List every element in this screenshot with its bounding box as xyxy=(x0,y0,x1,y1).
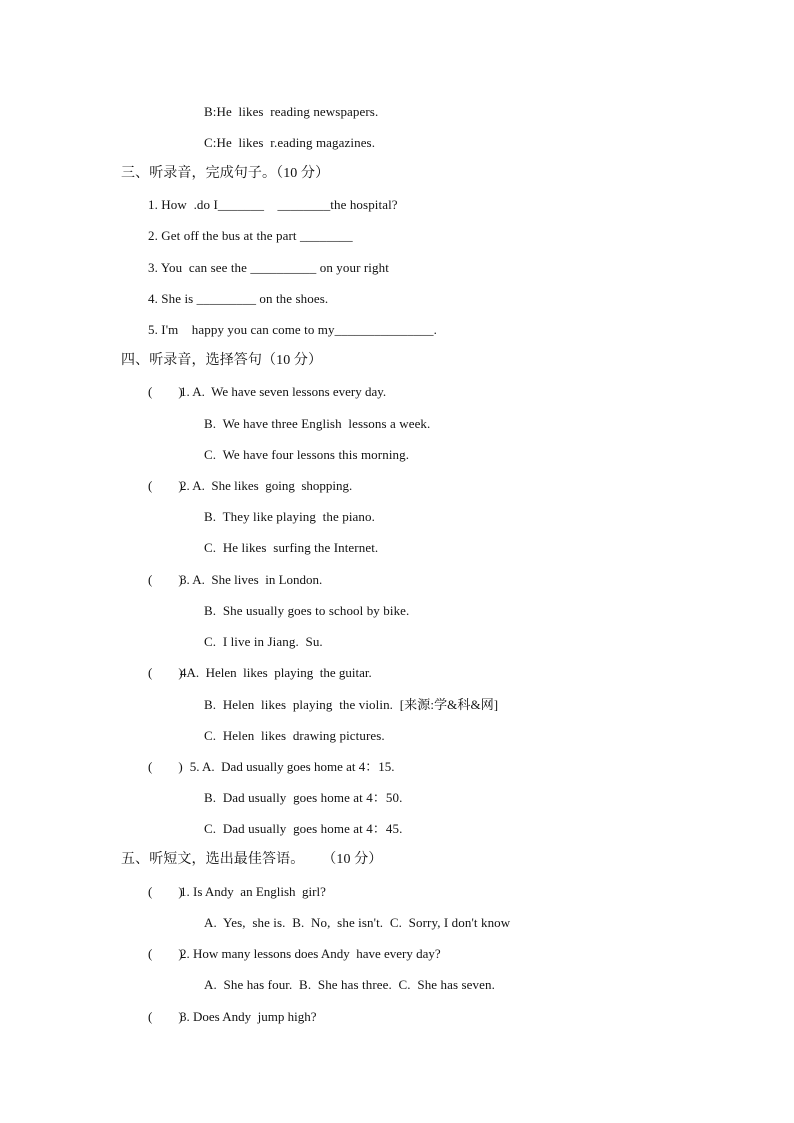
fill-item-4: 4. She is _________ on the shoes. xyxy=(148,291,329,306)
fill-item-1: 1. How .do I_______ ________the hospital? xyxy=(148,197,398,212)
s4-q1-option-b: B. We have three English lessons a week. xyxy=(204,416,431,431)
s5-q2-options: A. She has four. B. She has three. C. She has seven. xyxy=(204,977,495,992)
answer-bracket: ( ) xyxy=(148,384,183,399)
s5-q1-options: A. Yes, she is. B. No, she isn't. C. Sorry, I don't know xyxy=(204,915,511,930)
s4-q4-option-b: B. Helen likes playing the violin. [来源:学&科&网] xyxy=(204,697,499,712)
option-c: C:He likes r.eading magazines. xyxy=(204,135,376,150)
fill-item-5: 5. I'm happy you can come to my_______________. xyxy=(148,322,437,337)
section-4-heading: 四、听录音，选择答句（10 分） xyxy=(121,353,323,368)
s5-q2-question: 2. How many lessons does Andy have every day? xyxy=(180,946,441,961)
answer-bracket: ( ) xyxy=(148,665,183,680)
s4-q4-option-a: 4A. Helen likes playing the guitar. xyxy=(180,665,372,680)
s4-q4-option-c: C. Helen likes drawing pictures. xyxy=(204,728,385,743)
answer-bracket: ( ) xyxy=(148,572,183,587)
section-3-heading: 三、听录音，完成句子。（10 分） xyxy=(121,166,330,181)
answer-bracket: ( ) xyxy=(148,478,183,493)
fill-item-3: 3. You can see the __________ on your right xyxy=(148,260,389,275)
s4-q1-option-a: 1. A. We have seven lessons every day. xyxy=(180,384,387,399)
s4-q5-option-a: 5. A. Dad usually goes home at 4：15. xyxy=(180,759,395,774)
section-5-heading: 五、听短文，选出最佳答语。 （10 分） xyxy=(121,852,383,867)
s4-q5-option-b: B. Dad usually goes home at 4：50. xyxy=(204,790,403,805)
s4-q3-option-b: B. She usually goes to school by bike. xyxy=(204,603,410,618)
answer-bracket: ( ) xyxy=(148,759,183,774)
answer-bracket: ( ) xyxy=(148,946,183,961)
s5-q3-question: 3. Does Andy jump high? xyxy=(180,1009,317,1024)
s5-q1-question: 1. Is Andy an English girl? xyxy=(180,884,326,899)
s4-q2-option-a: 2. A. She likes going shopping. xyxy=(180,478,353,493)
s4-q3-option-a: 3. A. She lives in London. xyxy=(180,572,323,587)
s4-q2-option-c: C. He likes surfing the Internet. xyxy=(204,540,379,555)
s4-q5-option-c: C. Dad usually goes home at 4：45. xyxy=(204,821,403,836)
answer-bracket: ( ) xyxy=(148,1009,183,1024)
option-b: B:He likes reading newspapers. xyxy=(204,104,379,119)
s4-q2-option-b: B. They like playing the piano. xyxy=(204,509,375,524)
fill-item-2: 2. Get off the bus at the part ________ xyxy=(148,228,353,243)
s4-q1-option-c: C. We have four lessons this morning. xyxy=(204,447,410,462)
s4-q3-option-c: C. I live in Jiang. Su. xyxy=(204,634,323,649)
answer-bracket: ( ) xyxy=(148,884,183,899)
